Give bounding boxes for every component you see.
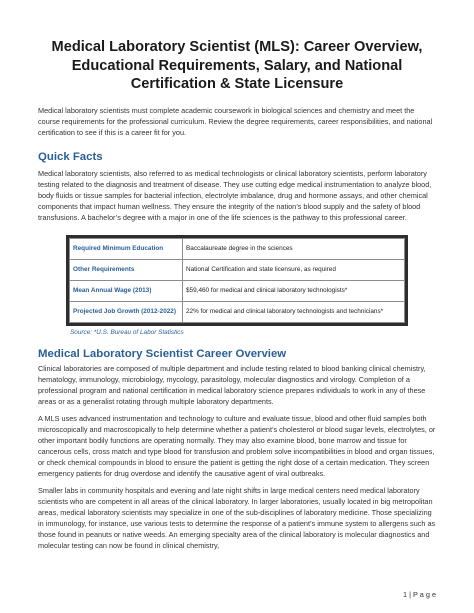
quick-facts-heading: Quick Facts	[38, 150, 103, 163]
fact-label: Projected Job Growth (2012-2022)	[70, 301, 183, 322]
table-row	[70, 238, 405, 259]
table-row	[70, 280, 405, 301]
quick-facts-table	[66, 235, 408, 326]
fact-label: Other Requirements	[70, 259, 183, 280]
fact-value: $59,460 for medical and clinical laboratory technologists*	[183, 280, 405, 301]
quick-facts-paragraph: Medical laboratory scientists, also referred to as medical technologists or clinical laboratory scientists, perform laboratory testing related to the diagnosis and treatment of disease. They use cutting edge medical instrumentation to analyze blood, body fluids or tissue samples for bacterial infection, electrolyte imbalance, drug and hormone assays, and other chemical components that impact human wellness. They ensure the integrity of the nation’s blood supply and the safety of blood transfusions. A bachelor’s degree with a major in one of the life sciences is the pathway to this professional career.	[38, 168, 432, 222]
table-row	[70, 301, 405, 322]
fact-label: Mean Annual Wage (2013)	[70, 280, 183, 301]
document-title: Medical Laboratory Scientist (MLS): Career Overview, Educational Requirements, Salary, and National Certification & State Licensure	[51, 39, 423, 92]
table-row	[70, 259, 405, 280]
page-number: 1 | P a g e	[403, 590, 436, 599]
fact-label: Required Minimum Education	[70, 238, 183, 259]
table-source-note: Source: *U.S. Bureau of Labor Statistics	[70, 328, 184, 336]
overview-paragraph-1: Clinical laboratories are composed of multiple department and include testing related to blood banking clinical chemistry, hematology, immunology, microbiology, mycology, parasitology, molecular diagnostics and virology. Completion of a professional program and national certification in medical laboratory science prepares individuals to work in any of these areas or as a generalist rotating through multiple laboratory departments.	[38, 363, 426, 406]
fact-value: 22% for medical and clinical laboratory technologists and technicians*	[183, 301, 405, 322]
fact-value: Baccalaureate degree in the sciences	[183, 238, 405, 259]
overview-paragraph-3: Smaller labs in community hospitals and evening and late night shifts in large medical centers need medical laboratory scientists who are competent in all areas of the clinical laboratory. In larger laboratories, usually located in big metropolitan areas, medical laboratory scientists may specialize in one of the sub-disciplines of laboratory medicine. Those specializing in immunology, for instance, use various tests to determine the response of a patient’s immune system to allergens such as those found in peanuts or native weeds. An emerging specialty area of the clinical laboratory is molecular diagnostics and molecular testing can now be found in clinical chemistry,	[38, 485, 436, 550]
intro-paragraph: Medical laboratory scientists must complete academic coursework in biological sciences and chemistry and meet the course requirements for the professional curriculum. Review the degree requirements, career responsibilities, and national certification to see if this is a career fit for you.	[38, 105, 433, 137]
overview-paragraph-2: A MLS uses advanced instrumentation and technology to culture and evaluate tissue, blood and other fluid samples both microscopically and macroscopically to help determine whether a patient’s cholesterol or blood sugar levels, electrolytes, or other important bodily functions are operating normally. They may also examine blood, bone marrow and tissue for cancerous cells, cross match and type blood for transfusion and problem solve incompatibilities in blood and organ tissues, or check chemical compounds in blood to ensure the patient is getting the right dose of a certain medication. They screen emergency patients for drug overdose and identify the causative agent of viral outbreaks.	[38, 413, 436, 478]
fact-value: National Certification and state licensure, as required	[183, 259, 405, 280]
career-overview-heading: Medical Laboratory Scientist Career Overview	[38, 347, 287, 360]
